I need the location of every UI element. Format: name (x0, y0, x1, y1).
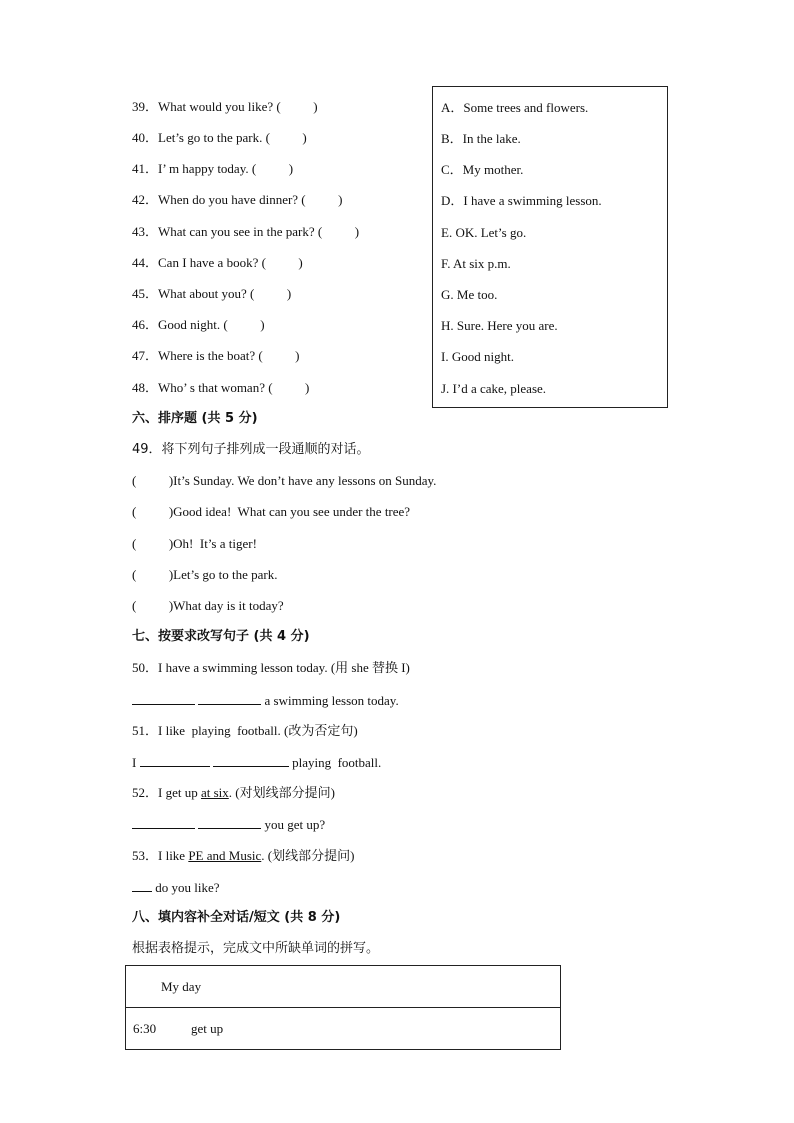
answer-blank[interactable] (132, 816, 195, 829)
table-header-row (126, 966, 561, 1008)
option-d: D．I have a swimming lesson. (441, 193, 602, 208)
answer-tail: do you like? (155, 880, 220, 895)
question-46: 46．Good night. ( ) (132, 317, 265, 332)
answer-tail: playing football. (292, 755, 382, 770)
section-8-heading: 八、填内容补全对话/短文 (共 8 分) (132, 910, 341, 925)
question-49-instruction: 49．将下列句子排列成一段通顺的对话。 (132, 442, 370, 457)
section-8-instruction: 根据表格提示，完成文中所缺单词的拼写。 (132, 941, 380, 956)
ordering-item-2: ( )Good idea! What can you see under the tree? (132, 504, 411, 519)
question-53-answer-line (132, 879, 220, 896)
question-43: 43．What can you see in the park? ( ) (132, 224, 360, 239)
answer-tail: a swimming lesson today. (264, 693, 399, 708)
question-48: 48．Who’ s that woman? ( ) (132, 380, 310, 395)
section-7-heading: 七、按要求改写句子 (共 4 分) (132, 629, 310, 644)
ordering-item-5: ( )What day is it today? (132, 598, 284, 613)
question-51-prompt: 51．I like playing football. (改为否定句) (132, 723, 358, 738)
ordering-item-4: ( )Let’s go to the park. (132, 567, 278, 582)
question-50-prompt: 50．I have a swimming lesson today. (用 she 替换 I) (132, 660, 410, 675)
section-6-heading: 六、排序题 (共 5 分) (132, 411, 258, 426)
option-j: J. I’d a cake, please. (441, 381, 547, 396)
question-40: 40．Let’s go to the park. ( ) (132, 130, 307, 145)
answer-blank[interactable] (198, 692, 261, 705)
option-a: A．Some trees and flowers. (441, 100, 589, 115)
option-e: E. OK. Let’s go. (441, 225, 527, 240)
ordering-item-3: ( )Oh! It’s a tiger! (132, 536, 257, 551)
underlined-phrase: PE and Music (188, 848, 262, 863)
answer-blank[interactable] (213, 754, 289, 767)
question-53-prompt (132, 848, 354, 864)
answer-options-box (432, 86, 668, 408)
question-44: 44．Can I have a book? ( ) (132, 255, 303, 270)
answer-blank[interactable] (198, 816, 261, 829)
question-51-answer-line (132, 754, 381, 771)
prompt-text: 53．I like (132, 848, 189, 863)
prompt-text: 52．I get up (132, 785, 201, 800)
option-f: F. At six p.m. (441, 256, 511, 271)
answer-tail: you get up? (264, 817, 326, 832)
option-c: C．My mother. (441, 162, 524, 177)
answer-blank[interactable] (132, 879, 152, 892)
option-h: H. Sure. Here you are. (441, 318, 558, 333)
prompt-note: . (划线部分提问) (261, 848, 355, 863)
table-title: My day (126, 966, 561, 1008)
option-g: G. Me too. (441, 287, 498, 302)
option-b: B．In the lake. (441, 131, 521, 146)
answer-blank[interactable] (140, 754, 210, 767)
question-41: 41．I’ m happy today. ( ) (132, 161, 294, 176)
row-time: 6:30 (133, 1020, 157, 1036)
option-i: I. Good night. (441, 349, 514, 364)
question-39: 39．What would you like? ( ) (132, 99, 318, 114)
table-cell (126, 1008, 561, 1050)
row-activity: get up (191, 1020, 224, 1036)
answer-head: I (132, 755, 137, 770)
daily-schedule-table (125, 965, 561, 1050)
underlined-phrase: at six (200, 785, 229, 800)
question-42: 42．When do you have dinner? ( ) (132, 192, 343, 207)
question-50-answer-line (132, 692, 399, 709)
question-47: 47．Where is the boat? ( ) (132, 348, 300, 363)
answer-blank[interactable] (132, 692, 195, 705)
prompt-note: . (对划线部分提问) (228, 785, 335, 800)
question-45: 45．What about you? ( ) (132, 286, 292, 301)
question-52-answer-line (132, 816, 325, 833)
ordering-item-1: ( )It’s Sunday. We don’t have any lessons on Sunday. (132, 473, 437, 488)
question-52-prompt (132, 785, 335, 801)
table-row (126, 1008, 561, 1050)
